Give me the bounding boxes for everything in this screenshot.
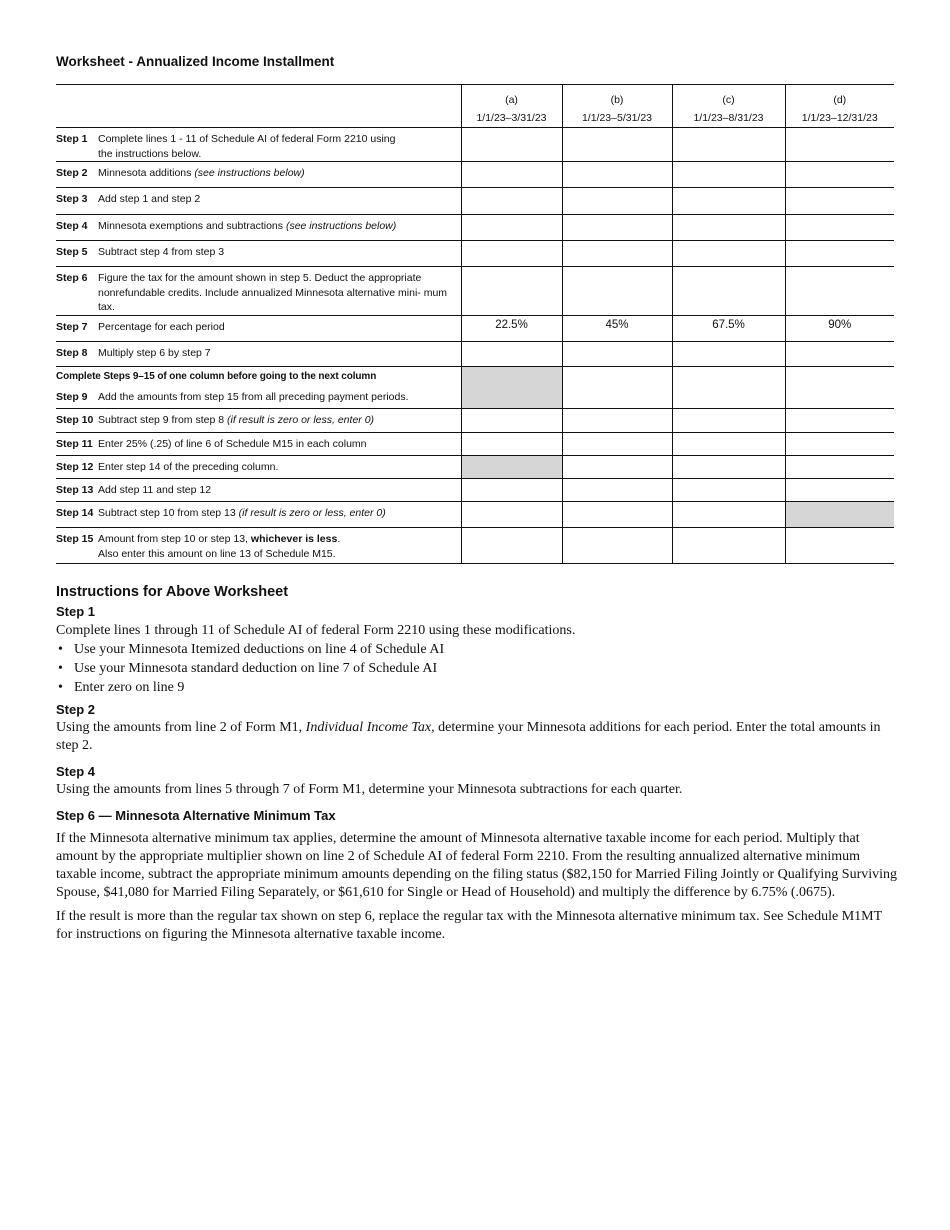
step-number: Step 13 — [56, 484, 94, 496]
step-2-heading: Step 2 — [56, 702, 96, 717]
step-5-cell-b[interactable] — [562, 241, 672, 267]
step-6-row — [56, 267, 894, 316]
step-7-label — [56, 316, 461, 342]
step-number: Step 12 — [56, 461, 94, 473]
step-10-cell-d[interactable] — [785, 409, 894, 433]
step-11-row — [56, 433, 894, 456]
step-9-cell-d[interactable] — [785, 367, 894, 409]
step-12-cell-a-shaded — [461, 456, 562, 479]
header-blank — [56, 85, 461, 128]
step-6-cell-a[interactable] — [461, 267, 562, 316]
step-5-row — [56, 241, 894, 267]
step-5-cell-d[interactable] — [785, 241, 894, 267]
step-number: Step 10 — [56, 414, 94, 426]
step-12-cell-d[interactable] — [785, 456, 894, 479]
column-letter: (c) — [722, 94, 735, 106]
step-9-cell-b[interactable] — [562, 367, 672, 409]
step-note: (if result is zero or less, enter 0) — [238, 507, 386, 519]
step-description: Minnesota exemptions and subtractions — [98, 220, 286, 232]
step-number: Step 1 — [56, 133, 88, 145]
column-letter: (a) — [505, 94, 518, 106]
step-7-row — [56, 316, 894, 342]
step-14-cell-a[interactable] — [461, 502, 562, 528]
step-description: Subtract step 9 from step 8 — [98, 414, 227, 426]
step-13-label — [56, 479, 461, 502]
step-8-cell-a[interactable] — [461, 342, 562, 367]
step-11-cell-a[interactable] — [461, 433, 562, 456]
step-2-cell-c[interactable] — [672, 162, 785, 188]
step-10-cell-b[interactable] — [562, 409, 672, 433]
column-header-row — [56, 85, 894, 128]
step-2-text-b: determine your Minnesota additions for each period. Enter the total amounts in step 2. — [56, 720, 881, 753]
step-4-row — [56, 215, 894, 241]
step-6-cell-b[interactable] — [562, 267, 672, 316]
step-3-cell-c[interactable] — [672, 188, 785, 215]
step-1-cell-c[interactable] — [672, 128, 785, 162]
step-13-cell-b[interactable] — [562, 479, 672, 502]
percentage-d: 90% — [785, 316, 894, 342]
step-6-paragraph-2: If the result is more than the regular tax shown on step 6, replace the regular tax with the Minnesota alternative minimum tax. See Schedule M1MT for instructions on figuring the Minnesota alternative taxable income. — [56, 909, 882, 942]
step-description: Add step 11 and step 12 — [98, 484, 212, 496]
step-2-cell-b[interactable] — [562, 162, 672, 188]
step-10-row — [56, 409, 894, 433]
step-10-cell-a[interactable] — [461, 409, 562, 433]
step-1-cell-b[interactable] — [562, 128, 672, 162]
step-note: (see instructions below) — [194, 167, 305, 179]
step-14-cell-b[interactable] — [562, 502, 672, 528]
step-3-cell-a[interactable] — [461, 188, 562, 215]
step-note: (if result is zero or less, enter 0) — [226, 414, 375, 426]
step-description: Enter step 14 of the preceding column. — [98, 461, 279, 473]
step-description: Complete lines 1 - 11 of Schedule AI of federal Form 2210 using the instructions below. — [98, 133, 396, 160]
step-number: Step 5 — [56, 246, 88, 258]
step-number: Step 9 — [56, 391, 88, 403]
step-5-label — [56, 241, 461, 267]
step-4-cell-c[interactable] — [672, 215, 785, 241]
step-6-heading: Step 6 — Minnesota Alternative Minimum Tax — [56, 808, 336, 823]
step-12-cell-c[interactable] — [672, 456, 785, 479]
step-12-label — [56, 456, 461, 479]
step-3-label — [56, 188, 461, 215]
step-15-cell-d[interactable] — [785, 528, 894, 564]
bullet-item: • Use your Minnesota standard deduction on line 7 of Schedule AI — [56, 659, 898, 678]
step-11-cell-c[interactable] — [672, 433, 785, 456]
step-number: Step 11 — [56, 438, 93, 450]
step-3-row — [56, 188, 894, 215]
step-4-heading: Step 4 — [56, 764, 96, 779]
step-4-label — [56, 215, 461, 241]
step-description-line2: Also enter this amount on line 13 of Schedule M15. — [98, 547, 336, 560]
step-14-cell-c[interactable] — [672, 502, 785, 528]
step-8-cell-c[interactable] — [672, 342, 785, 367]
worksheet-table — [56, 84, 894, 564]
step-number: Step 15 — [56, 533, 94, 545]
step-4-cell-d[interactable] — [785, 215, 894, 241]
step-15-row — [56, 528, 894, 564]
step-9-cell-a-shaded — [461, 367, 562, 409]
step-number: Step 2 — [56, 167, 88, 179]
step-9-row — [56, 367, 894, 409]
step-11-cell-b[interactable] — [562, 433, 672, 456]
column-header-a — [461, 85, 562, 128]
step-15-cell-b[interactable] — [562, 528, 672, 564]
bullet-item: • Enter zero on line 9 — [56, 678, 898, 697]
step-1-heading: Step 1 — [56, 604, 96, 619]
step-description: Add step 1 and step 2 — [98, 193, 201, 205]
step-description: Multiply step 6 by step 7 — [98, 347, 211, 359]
step-4-text: Using the amounts from lines 5 through 7 of Form M1, determine your Minnesota subtractions for each quarter. — [56, 782, 683, 797]
bullet-item: • Use your Minnesota Itemized deductions on line 4 of Schedule AI — [56, 640, 898, 659]
step-2-row — [56, 162, 894, 188]
column-letter: (d) — [833, 94, 847, 106]
step-description: Subtract step 10 from step 13 — [98, 507, 239, 519]
step-15-label — [56, 528, 461, 564]
step-number: Step 3 — [56, 193, 88, 205]
percentage-a: 22.5% — [461, 316, 562, 342]
step-10-label — [56, 409, 461, 433]
step-2-cell-a[interactable] — [461, 162, 562, 188]
column-dates: 1/1/23–5/31/23 — [581, 112, 653, 124]
complete-steps-note: Complete Steps 9–15 of one column before going to the next column — [56, 371, 377, 382]
percentage-b: 45% — [562, 316, 672, 342]
step-emphasis: whichever is less — [250, 533, 338, 545]
instructions-heading: Instructions for Above Worksheet — [56, 584, 289, 600]
step-1-cell-a[interactable] — [461, 128, 562, 162]
step-12-row — [56, 456, 894, 479]
step-9-cell-c[interactable] — [672, 367, 785, 409]
step-13-cell-c[interactable] — [672, 479, 785, 502]
step-1-row — [56, 128, 894, 162]
step-2-text-a: Using the amounts from line 2 of Form M1, — [56, 720, 306, 735]
step-8-cell-b[interactable] — [562, 342, 672, 367]
step-6-paragraph-1: If the Minnesota alternative minimum tax applies, determine the amount of Minnesota alternative taxable income for each period. Multiply that amount by the appropriate multiplier shown on line 2 of Schedule AI of federal Form 2210. From the resulting annualized alternative minimum taxable income, subtract the appropriate minimum amounts depending on the filing status ($82,150 for Married Filing Jointly or Qualifying Surviving Spouse, $41,080 for Married Filing Separately, or $61,610 for Single or Head of Household) and multiply the difference by 6.75% (.0675). — [56, 831, 898, 900]
step-number: Step 4 — [56, 220, 88, 232]
step-5-cell-a[interactable] — [461, 241, 562, 267]
step-2-text — [56, 719, 898, 755]
step-14-cell-d-shaded — [785, 502, 894, 528]
column-dates: 1/1/23–12/31/23 — [801, 112, 878, 124]
step-number: Step 8 — [56, 347, 88, 359]
step-description-end: . — [337, 533, 341, 545]
step-number: Step 6 — [56, 272, 88, 284]
column-letter: (b) — [610, 94, 624, 106]
step-14-row — [56, 502, 894, 528]
step-1-cell-d[interactable] — [785, 128, 894, 162]
step-description: Amount from step 10 or step 13, — [98, 533, 251, 545]
form-name: Individual Income Tax, — [305, 720, 435, 735]
step-4-cell-b[interactable] — [562, 215, 672, 241]
step-9-label — [56, 367, 461, 409]
step-11-cell-d[interactable] — [785, 433, 894, 456]
step-6-label — [56, 267, 461, 316]
step-13-row — [56, 479, 894, 502]
step-13-cell-d[interactable] — [785, 479, 894, 502]
step-note: (see instructions below) — [285, 220, 397, 232]
step-2-cell-d[interactable] — [785, 162, 894, 188]
step-8-label — [56, 342, 461, 367]
step-8-row — [56, 342, 894, 367]
column-header-b — [562, 85, 672, 128]
step-15-cell-a[interactable] — [461, 528, 562, 564]
percentage-c: 67.5% — [672, 316, 785, 342]
step-13-cell-a[interactable] — [461, 479, 562, 502]
step-4-cell-a[interactable] — [461, 215, 562, 241]
step-description: Subtract step 4 from step 3 — [98, 246, 225, 258]
step-3-cell-d[interactable] — [785, 188, 894, 215]
step-description: Minnesota additions — [98, 167, 195, 179]
step-description: Percentage for each period — [98, 321, 225, 333]
step-3-cell-b[interactable] — [562, 188, 672, 215]
step-1-intro: Complete lines 1 through 11 of Schedule AI of federal Form 2210 using these modifications. — [56, 623, 576, 638]
step-1-bullets — [56, 640, 898, 697]
worksheet-title: Worksheet - Annualized Income Installment — [56, 54, 335, 69]
column-dates: 1/1/23–8/31/23 — [693, 112, 764, 124]
step-1-label — [56, 128, 461, 162]
column-header-c — [672, 85, 785, 128]
column-header-d — [785, 85, 894, 128]
step-2-label — [56, 162, 461, 188]
step-description: Figure the tax for the amount shown in step 5. Deduct the appropriate nonrefundable credits. Include annualized Minnesota alternative mini- mum tax. — [98, 272, 448, 313]
step-15-cell-c[interactable] — [672, 528, 785, 564]
step-number: Step 7 — [56, 321, 88, 333]
step-number: Step 14 — [56, 507, 94, 519]
step-8-cell-d[interactable] — [785, 342, 894, 367]
step-description: Add the amounts from step 15 from all preceding payment periods. — [98, 391, 409, 403]
step-14-label — [56, 502, 461, 528]
column-dates: 1/1/23–3/31/23 — [476, 112, 547, 124]
step-description: Enter 25% (.25) of line 6 of Schedule M15 in each column — [98, 438, 367, 450]
step-11-label — [56, 433, 461, 456]
step-12-cell-b[interactable] — [562, 456, 672, 479]
step-6-cell-d[interactable] — [785, 267, 894, 316]
step-10-cell-c[interactable] — [672, 409, 785, 433]
step-6-cell-c[interactable] — [672, 267, 785, 316]
instructions-section — [56, 583, 898, 944]
step-5-cell-c[interactable] — [672, 241, 785, 267]
